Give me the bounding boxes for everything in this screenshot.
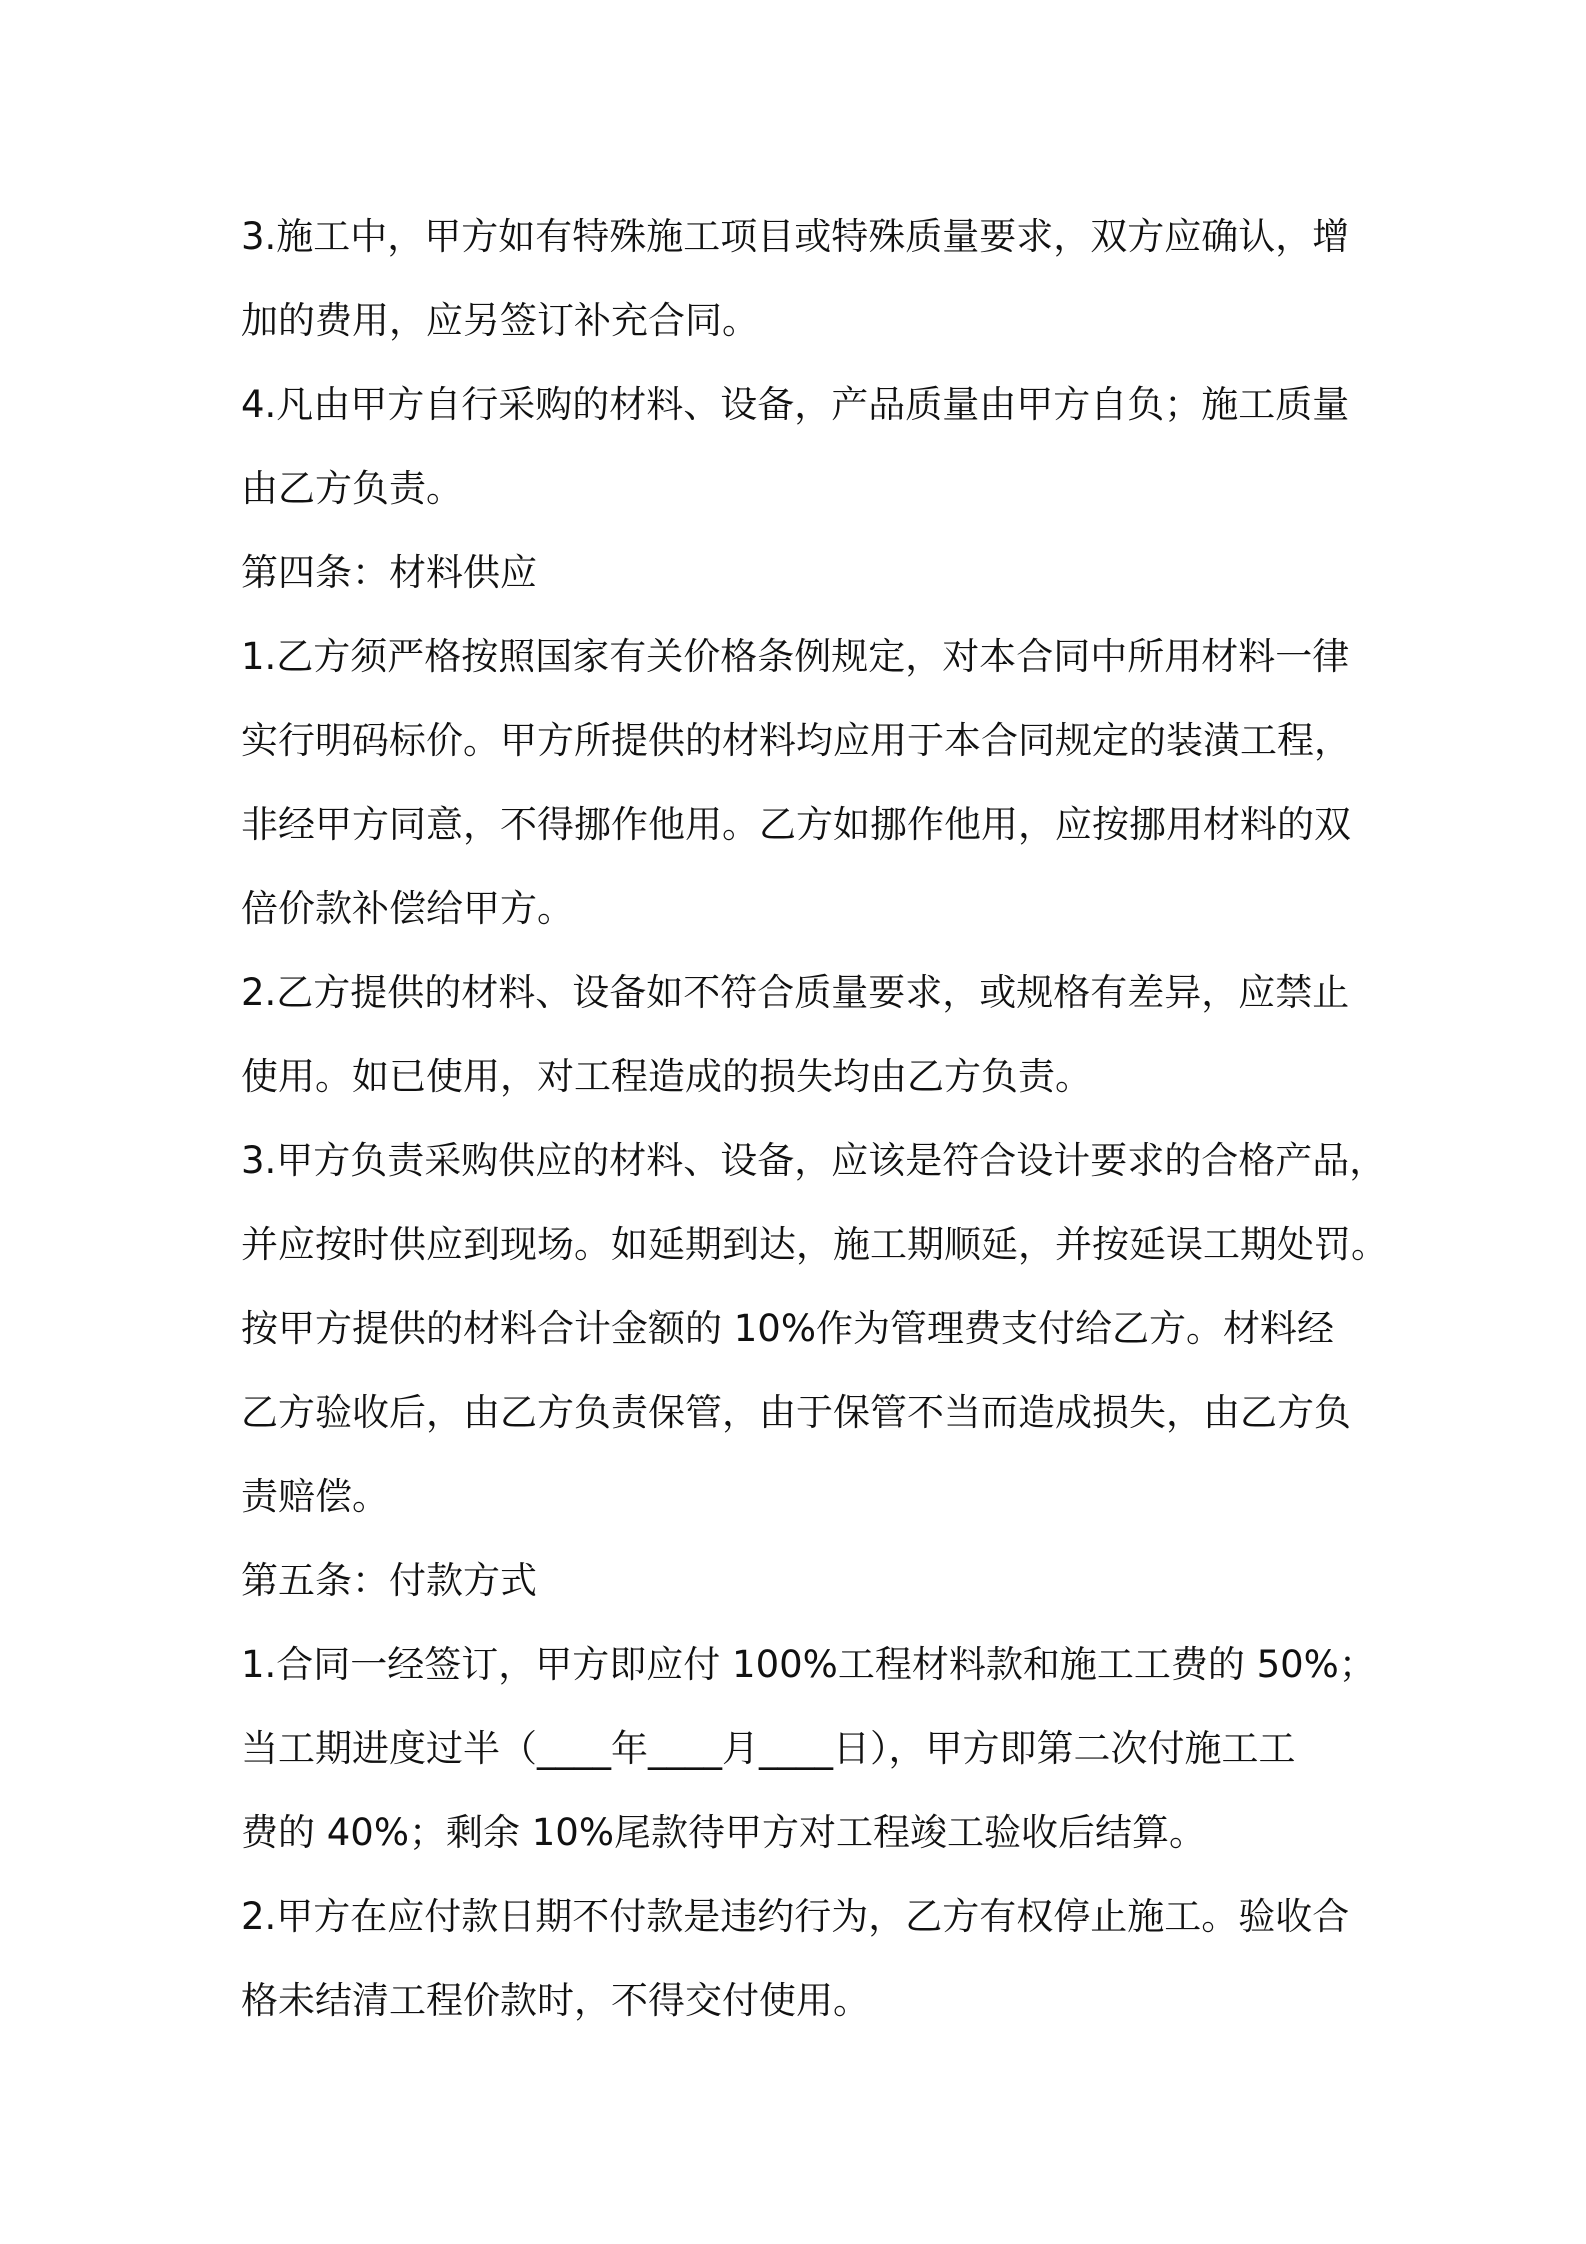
text-line: 乙方验收后，由乙方负责保管，由于保管不当而造成损失，由乙方负 (241, 1391, 1351, 1434)
section-heading: 第四条：材料供应 (241, 551, 537, 594)
text-line: 费的 40%；剩余 10%尾款待甲方对工程竣工验收后结算。 (241, 1811, 1206, 1854)
text-line: 加的费用，应另签订补充合同。 (241, 299, 759, 342)
text-line: 由乙方负责。 (241, 467, 463, 510)
text-line: 格未结清工程价款时，不得交付使用。 (241, 1979, 870, 2022)
text-line: 1.乙方须严格按照国家有关价格条例规定，对本合同中所用材料一律 (241, 635, 1350, 678)
text-line: 当工期进度过半（____年____月____日），甲方即第二次付施工工 (241, 1727, 1296, 1770)
section-heading: 第五条：付款方式 (241, 1559, 537, 1602)
text-line: 1.合同一经签订，甲方即应付 100%工程材料款和施工工费的 50%； (241, 1643, 1376, 1686)
text-line: 3.施工中，甲方如有特殊施工项目或特殊质量要求，双方应确认，增 (241, 215, 1350, 258)
text-line: 并应按时供应到现场。如延期到达，施工期顺延，并按延误工期处罚。 (241, 1223, 1388, 1266)
text-line: 非经甲方同意，不得挪作他用。乙方如挪作他用，应按挪用材料的双 (241, 803, 1351, 846)
text-line: 倍价款补偿给甲方。 (241, 887, 574, 930)
text-line: 4.凡由甲方自行采购的材料、设备，产品质量由甲方自负；施工质量 (241, 383, 1350, 426)
text-line: 2.甲方在应付款日期不付款是违约行为，乙方有权停止施工。验收合 (241, 1895, 1350, 1938)
text-line: 3.甲方负责采购供应的材料、设备，应该是符合设计要求的合格产品， (241, 1139, 1387, 1182)
text-line: 实行明码标价。甲方所提供的材料均应用于本合同规定的装潢工程， (241, 719, 1351, 762)
text-line: 2.乙方提供的材料、设备如不符合质量要求，或规格有差异，应禁止 (241, 971, 1350, 1014)
text-line: 使用。如已使用，对工程造成的损失均由乙方负责。 (241, 1055, 1092, 1098)
text-line: 按甲方提供的材料合计金额的 10%作为管理费支付给乙方。材料经 (241, 1307, 1334, 1350)
contract-text-body (241, 195, 1388, 2043)
text-line: 责赔偿。 (241, 1475, 389, 1518)
